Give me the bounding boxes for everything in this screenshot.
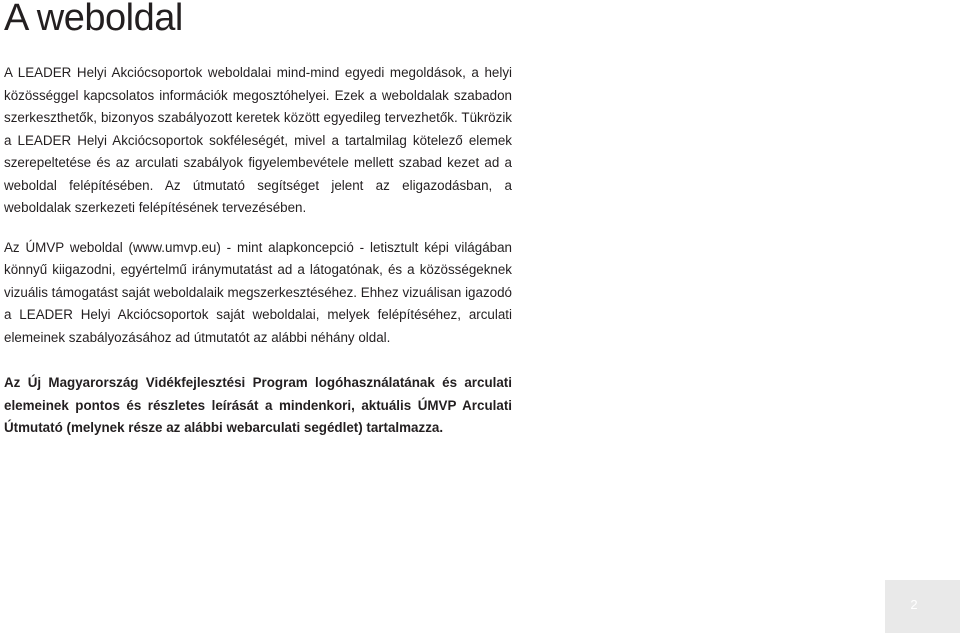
intro-paragraph: A LEADER Helyi Akciócsoportok weboldalai mind-mind egyedi megoldások, a helyi közösséggel kapcsolatos információk megosztóhelyei. Ezek a weboldalak szabadon szerkeszthetők, bizonyos szabályozott keretek között egyedileg tervezhetők. Tükrözik a LEADER Helyi Akciócsoportok sokféleségét, mivel a tartalmilag kötelező elemek szerepeltetése és az arculati szabályok figyelembevétele mellett szabad kezet ad a weboldal felépítésében. Az útmutató segítséget jelent az eligazodásban, a weboldalak szerkezeti felépítésének tervezésében. (4, 65, 512, 215)
umvp-paragraph: Az ÚMVP weboldal (www.umvp.eu) - mint alapkoncepció - letisztult képi világában könnyű kiigazodni, egyértelmű iránymutatást ad a látogatónak, és a közösségeknek vizuális támogatást saját weboldalaik megszerkesztéséhez. Ehhez vizuálisan igazodó a LEADER Helyi Akciócsoportok saját weboldalai, melyek felépítéséhez, arculati elemeinek szabályozásához ad útmutatót az alábbi néhány oldal. (4, 239, 512, 345)
body-text (4, 62, 512, 440)
page-title: A weboldal (4, 0, 183, 39)
page-number: 2 (910, 597, 918, 612)
page-number-box (885, 580, 960, 633)
guideline-note-paragraph: Az Új Magyarország Vidékfejlesztési Program logóhasználatának és arculati elemeinek pontos és részletes leírását a mindenkori, aktuális ÚMVP Arculati Útmutató (melynek része az alábbi webarculati segédlet) tartalmazza. (4, 375, 512, 435)
